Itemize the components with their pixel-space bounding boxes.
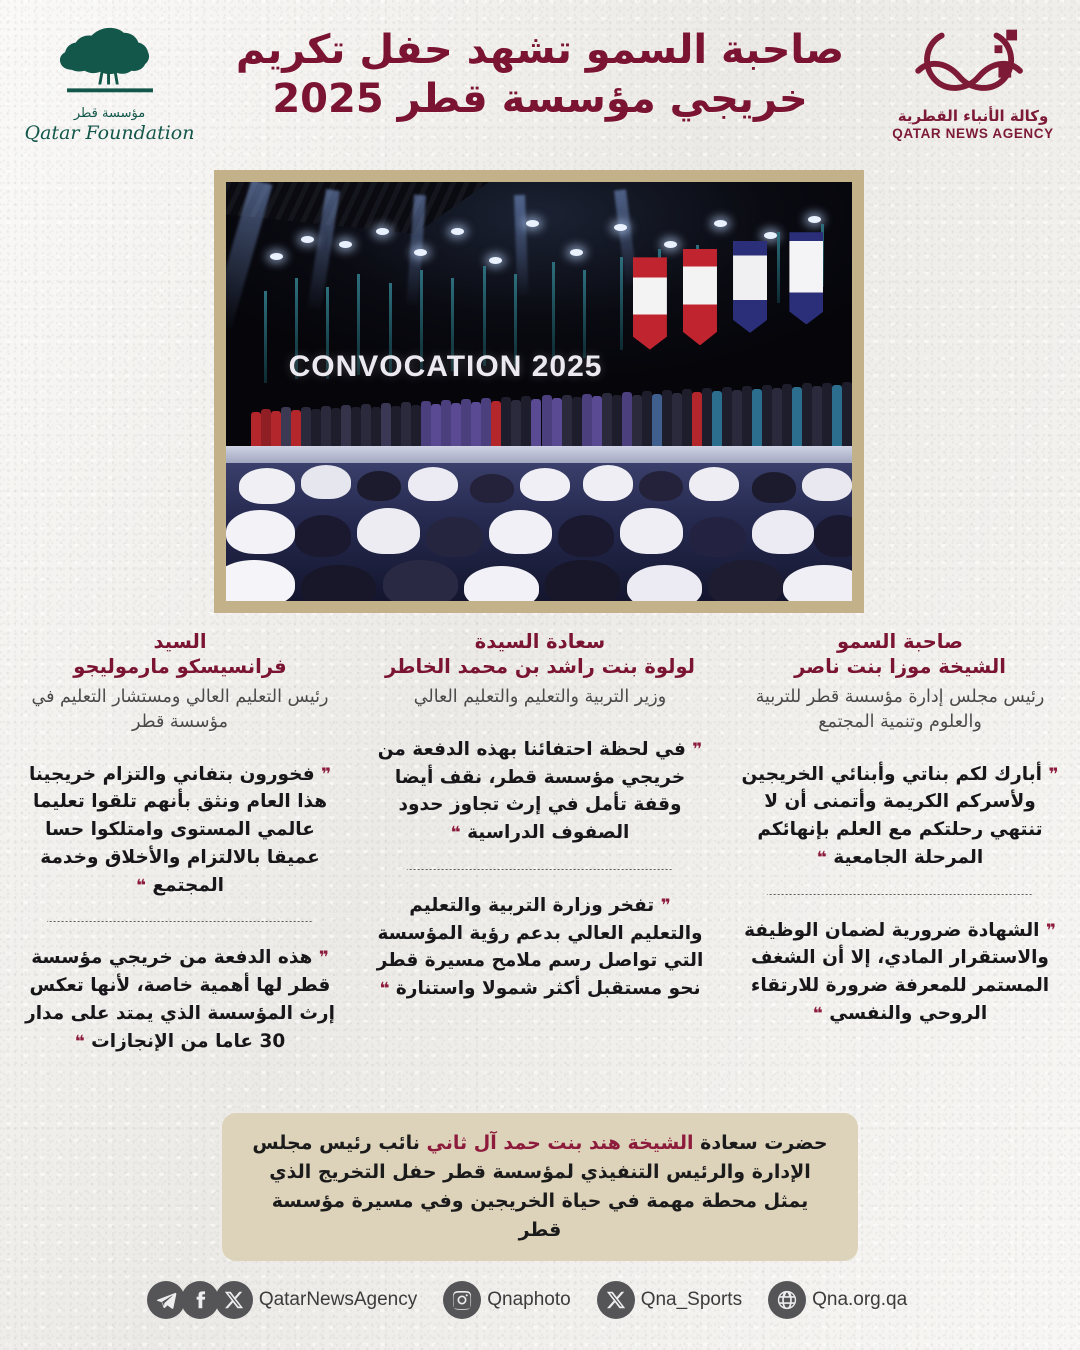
tree-icon xyxy=(51,22,169,104)
title-line-2: خريجي مؤسسة قطر 2025 xyxy=(272,75,808,122)
speaker-name-line-1: صاحبة السمو xyxy=(837,630,963,653)
speaker-quote-2 xyxy=(730,917,1070,1028)
speaker-column-marmolejo xyxy=(10,630,350,1055)
event-photo-frame xyxy=(214,170,864,613)
quote-text: في لحظة احتفائنا بهذه الدفعة من خريجي مؤسسة قطر، نقف أيضا وقفة تأمل في إرث تجاوز حدود الصفوف الدراسية xyxy=(377,738,686,843)
social-label: Qna.org.qa xyxy=(812,1289,908,1310)
speaker-name xyxy=(10,630,350,680)
note-part-1: حضرت سعادة xyxy=(693,1132,828,1154)
university-banner xyxy=(683,249,717,345)
quote-divider xyxy=(47,921,312,922)
social-item-qnaphoto[interactable] xyxy=(443,1281,596,1319)
stage-sign-text: CONVOCATION 2025 xyxy=(288,349,603,383)
quote-text: فخورون بتفاني والتزام خريجينا هذا العام ونثق بأنهم تلقوا تعليما عالمي المستوى وامتلكوا حسا عميقا بالالتزام والأخلاق وخدمة المجتمع xyxy=(28,763,328,896)
speaker-name-line-2: الشيخة موزا بنت ناصر xyxy=(794,654,1006,678)
quote-text: الشهادة ضرورية لضمان الوظيفة والاستقرار المادي، إلا أن الشغف المستمر للمعرفة ضرورة للارتقاء الروحي والنفسي xyxy=(744,919,1050,1024)
event-photo xyxy=(226,182,852,601)
note-part-2: نائب رئيس مجلس الإدارة والرئيس التنفيذي لمؤسسة قطر حفل التخريج الذي يمثل محطة مهمة في حياة الخريجين وفي مسيرة مؤسسة قطر xyxy=(252,1132,811,1241)
social-item-qatarnewsagency[interactable] xyxy=(147,1281,443,1319)
quote-open-icon: ❞ xyxy=(660,895,671,916)
quote-close-icon: ❝ xyxy=(74,1031,85,1052)
instagram-icon[interactable] xyxy=(443,1281,481,1319)
quote-close-icon: ❝ xyxy=(812,1003,823,1024)
qf-english-label: Qatar Foundation xyxy=(24,122,195,144)
quote-open-icon: ❞ xyxy=(321,764,332,785)
globe-icon[interactable] xyxy=(768,1281,806,1319)
social-item-qnasports[interactable] xyxy=(597,1281,768,1319)
quote-open-icon: ❞ xyxy=(1045,920,1056,941)
quote-divider xyxy=(407,869,672,870)
speaker-name xyxy=(730,630,1070,680)
speaker-quote-2 xyxy=(370,892,710,1003)
quote-close-icon: ❝ xyxy=(379,979,390,999)
speaker-name xyxy=(370,630,710,680)
speaker-column-alkhater xyxy=(370,630,710,1003)
speaker-role: رئيس التعليم العالي ومستشار التعليم في مؤسسة قطر xyxy=(31,686,329,732)
quote-divider xyxy=(767,894,1032,895)
social-label: Qnaphoto xyxy=(487,1289,571,1310)
speaker-quote-1 xyxy=(10,761,350,900)
qatar-news-agency-logo xyxy=(884,14,1062,159)
speaker-name-line-2: فرانسيسكو مارموليجو xyxy=(73,654,287,678)
speaker-name-line-2: لولوة بنت راشد بن محمد الخاطر xyxy=(384,654,696,678)
header xyxy=(0,0,1080,165)
qatar-foundation-logo xyxy=(22,22,197,152)
speaker-name-line-1: سعادة السيدة xyxy=(474,630,606,653)
quote-close-icon: ❝ xyxy=(816,847,827,868)
speakers-columns xyxy=(0,630,1080,1100)
quote-close-icon: ❝ xyxy=(135,875,146,896)
qna-english-label: QATAR NEWS AGENCY xyxy=(892,126,1054,141)
qna-arabic-label: وكالة الأنباء القطرية xyxy=(897,107,1049,125)
social-label: QatarNewsAgency xyxy=(258,1289,418,1310)
speaker-role: رئيس مجلس إدارة مؤسسة قطر للتربية والعلوم وتنمية المجتمع xyxy=(755,686,1045,732)
x-twitter-icon[interactable] xyxy=(215,1281,253,1319)
speaker-quote-1 xyxy=(370,736,710,847)
quote-open-icon: ❞ xyxy=(692,739,703,760)
attendance-note-text xyxy=(248,1129,832,1245)
university-banner xyxy=(733,241,767,333)
x-twitter-icon[interactable] xyxy=(597,1281,635,1319)
social-label: Qna_Sports xyxy=(640,1289,743,1310)
social-footer xyxy=(0,1272,1080,1328)
speaker-column-moza xyxy=(730,630,1070,1028)
speaker-name-line-1: السيد xyxy=(153,630,207,653)
note-highlight-name: الشيخة هند بنت حمد آل ثاني xyxy=(426,1132,694,1154)
telegram-icon[interactable] xyxy=(147,1281,185,1319)
page-title xyxy=(210,26,870,124)
attendance-note-banner xyxy=(222,1113,858,1261)
facebook-icon[interactable] xyxy=(181,1281,219,1319)
social-item-website[interactable] xyxy=(768,1281,933,1319)
quote-open-icon: ❞ xyxy=(318,948,329,969)
quote-open-icon: ❞ xyxy=(1048,764,1059,785)
qna-atom-icon xyxy=(912,14,1034,106)
qf-arabic-label: مؤسسة قطر xyxy=(73,106,146,121)
title-line-1: صاحبة السمو تشهد حفل تكريم xyxy=(235,27,845,73)
speaker-quote-2 xyxy=(10,944,350,1055)
audience xyxy=(226,463,852,601)
university-banner xyxy=(789,232,823,324)
quote-text: تفخر وزارة التربية والتعليم والتعليم العالي بدعم رؤية المؤسسة التي تواصل رسم ملامح مسيرة قطر نحو مستقبل أكثر شمولا واستنارة xyxy=(376,894,704,999)
university-banner xyxy=(633,257,667,349)
speaker-quote-1 xyxy=(730,761,1070,872)
quote-text: أبارك لكم بناتي وأبنائي الخريجين ولأسركم الكريمة وأتمنى أن لا تنتهي رحلتكم مع العلم بإنهائكم المرحلة الجامعية xyxy=(741,763,1043,868)
quote-close-icon: ❝ xyxy=(450,823,461,843)
speaker-role: وزير التربية والتعليم والتعليم العالي xyxy=(413,686,667,707)
quote-text: هذه الدفعة من خريجي مؤسسة قطر لها أهمية خاصة، لأنها تعكس إرث المؤسسة الذي يمتد على مدار 30 عاما من الإنجازات xyxy=(25,947,335,1052)
